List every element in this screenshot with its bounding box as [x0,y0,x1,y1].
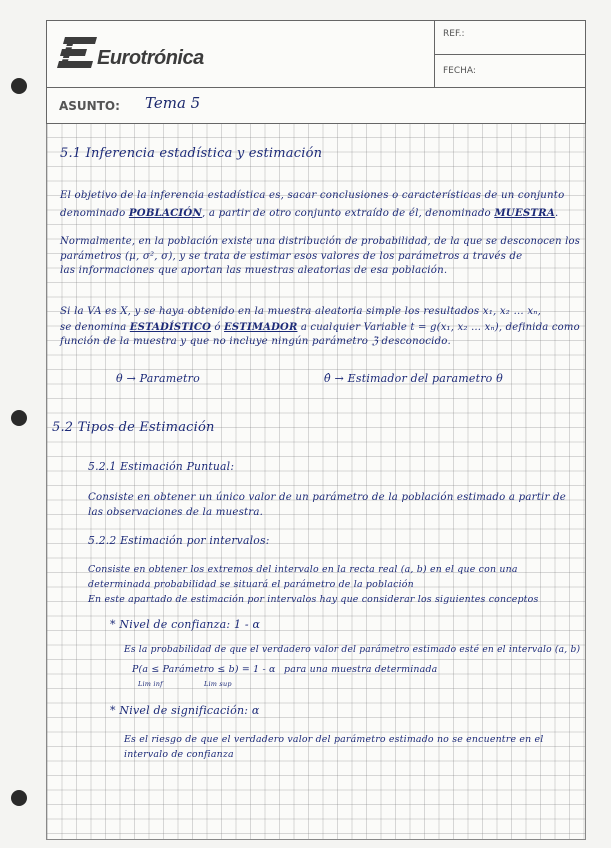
nivel-confianza-title: * Nivel de confianza: 1 - α [110,618,261,631]
p2-line-2: parámetros (μ, σ², σ), y se trata de estimar esos valores de los parámetros a través de [60,251,523,262]
nivel-confianza-text: Es la probabilidad de que el verdadero valor del parámetro estimado esté en el intervalo (a, b) [124,644,581,655]
p1-line-1: El objetivo de la inferencia estadística es, sacar conclusiones o características de un conjunto [60,190,565,201]
estadistico-term: ESTADÍSTICO [129,321,212,333]
lim-sup-label: Lim sup [204,680,232,688]
estimador-term: ESTIMADOR [224,321,298,333]
p522-line-1: Consiste en obtener los extremos del intervalo en la recta real (a, b) en el que con una [88,564,518,575]
p521-line-2: las observaciones de la muestra. [88,507,264,518]
asunto-value: Tema 5 [145,94,201,112]
section-5-2-2-title: 5.2.2 Estimación por intervalos: [88,534,270,547]
p522-line-3: En este apartado de estimación por intervalos hay que considerar los siguientes conceptos [88,594,539,605]
ref-divider [435,54,585,55]
fecha-label: FECHA: [443,66,476,76]
page-header [46,20,586,88]
brand-name: Eurotrónica [97,47,204,69]
brand-logo [57,35,217,79]
nivel-sig-line-2: intervalo de confianza [124,749,234,760]
section-5-1-title: 5.1 Inferencia estadística y estimación [60,146,323,161]
theta-parametro: θ → Parametro [116,372,200,385]
muestra-term: MUESTRA [494,207,555,219]
binder-hole-middle [11,410,27,426]
p3-line-3: función de la muestra y que no incluye ningún parámetro ℨ desconocido. [60,336,451,347]
p2-line-1: Normalmente, en la población existe una distribución de probabilidad, de la que se desconocen los [60,236,581,247]
p3-line-1: Si la VA es X, y se haya obtenido en la muestra aleatoria simple los resultados x₁, x₂ … xₙ, [60,306,542,317]
nivel-significacion-title: * Nivel de significación: α [110,704,260,717]
binder-hole-bottom [11,790,27,806]
theta-estimador: θ̂ → Estimador del parametro θ [324,372,503,385]
p2-line-3: las informaciones que aportan las muestras aleatorias de esa población. [60,265,448,276]
p3-line-2: se denomina ESTADÍSTICO ó ESTIMADOR a cualquier Variable t = g(x₁, x₂ … xₙ), definida como [60,321,580,333]
p1-line-2: denominado POBLACIÓN, a partir de otro conjunto extraído de él, denominado MUESTRA. [60,207,559,219]
poblacion-term: POBLACIÓN [128,207,202,219]
p521-line-1: Consiste en obtener un único valor de un parámetro de la población estimado a partir de [88,492,566,503]
ref-label: REF.: [443,29,465,39]
eurotronica-logo-icon [57,35,99,77]
p522-line-2: determinada probabilidad se situará el parámetro de la población [88,579,414,590]
nivel-sig-line-1: Es el riesgo de que el verdadero valor del parámetro estimado no se encuentre en el [124,734,544,745]
prob-formula-tail: para una muestra determinada [284,664,438,675]
section-5-2-title: 5.2 Tipos de Estimación [52,420,215,435]
prob-formula: P(a ≤ Parámetro ≤ b) = 1 - α [132,664,276,675]
asunto-bar [46,88,586,124]
asunto-label: ASUNTO: [59,99,120,113]
section-5-2-1-title: 5.2.1 Estimación Puntual: [88,460,235,473]
binder-hole-top [11,78,27,94]
ref-fecha-box [434,21,585,89]
lim-inf-label: Lim inf [138,680,163,688]
